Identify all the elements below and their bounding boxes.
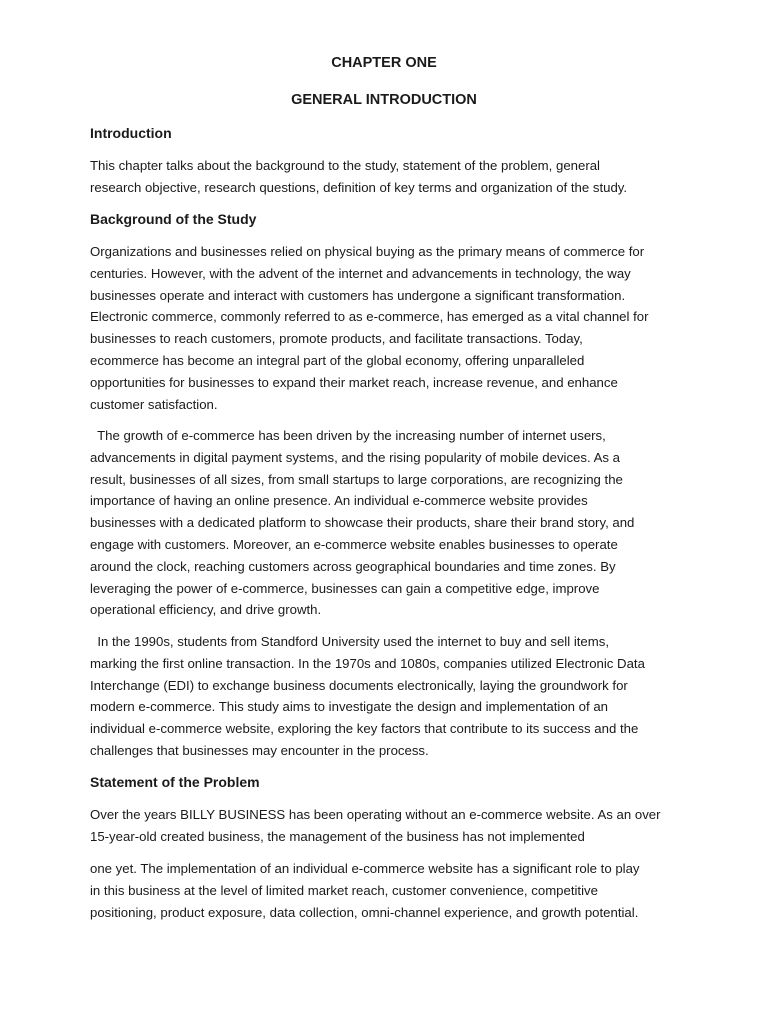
- problem-paragraph-2: [90, 858, 680, 923]
- problem-heading: Statement of the Problem: [90, 774, 260, 790]
- text-line: around the clock, reaching customers across geographical boundaries and time zones. By: [90, 558, 616, 574]
- text-line: Electronic commerce, commonly referred to as e-commerce, has emerged as a vital channel for: [90, 309, 649, 325]
- text-line: leveraging the power of e-commerce, businesses can gain a competitive edge, improve: [90, 580, 600, 596]
- text-line: Interchange (EDI) to exchange business documents electronically, laying the groundwork for: [90, 677, 628, 693]
- text-line: individual e-commerce website, exploring the key factors that contribute to its success and the: [90, 721, 639, 737]
- text-line: businesses with a dedicated platform to showcase their products, share their brand story, and: [90, 515, 635, 531]
- text-line: centuries. However, with the advent of the internet and advancements in technology, the way: [90, 265, 631, 281]
- background-paragraph-3: [90, 631, 680, 762]
- problem-paragraph-1: [90, 804, 680, 848]
- background-heading: Background of the Study: [90, 211, 257, 227]
- text-line: Over the years BILLY BUSINESS has been operating without an e-commerce website. As an over: [90, 807, 661, 822]
- introduction-heading: Introduction: [90, 125, 172, 141]
- text-line: businesses to reach customers, promote products, and facilitate transactions. Today,: [90, 331, 583, 347]
- text-line: 15-year-old created business, the management of the business has not implemented: [90, 828, 585, 844]
- introduction-paragraph: [90, 155, 680, 199]
- text-line: result, businesses of all sizes, from small startups to large corporations, are recognizing the: [90, 471, 623, 487]
- text-line: one yet. The implementation of an individual e-commerce website has a significant role to play: [90, 861, 640, 876]
- text-line: modern e-commerce. This study aims to investigate the design and implementation of an: [90, 699, 608, 715]
- text-line: marking the first online transaction. In the 1970s and 1080s, companies utilized Electronic Data: [90, 655, 645, 671]
- text-line: In the 1990s, students from Standford University used the internet to buy and sell items,: [90, 634, 609, 649]
- text-line: opportunities for businesses to expand their market reach, increase revenue, and enhance: [90, 374, 618, 390]
- chapter-subtitle: GENERAL INTRODUCTION: [291, 92, 477, 108]
- background-paragraph-2: [90, 425, 680, 621]
- text-line: importance of having an online presence. An individual e-commerce website provides: [90, 493, 588, 509]
- text-line: in this business at the level of limited market reach, customer convenience, competitive: [90, 882, 598, 898]
- text-line: operational efficiency, and drive growth.: [90, 602, 322, 618]
- text-line: Organizations and businesses relied on physical buying as the primary means of commerce for: [90, 244, 645, 259]
- text-line: engage with customers. Moreover, an e-commerce website enables businesses to operate: [90, 536, 618, 552]
- text-line: ecommerce has become an integral part of the global economy, offering unparalleled: [90, 352, 585, 368]
- text-line: advancements in digital payment systems, and the rising popularity of mobile devices. As a: [90, 449, 620, 465]
- text-line: The growth of e-commerce has been driven by the increasing number of internet users,: [90, 428, 606, 443]
- text-line: businesses operate and interact with customers has undergone a significant transformation.: [90, 287, 626, 303]
- text-line: This chapter talks about the background to the study, statement of the problem, general: [90, 158, 600, 173]
- text-line: research objective, research questions, definition of key terms and organization of the study.: [90, 179, 628, 195]
- text-line: positioning, product exposure, data collection, omni-channel experience, and growth potential.: [90, 904, 639, 920]
- background-paragraph-1: [90, 241, 680, 415]
- text-line: challenges that businesses may encounter in the process.: [90, 742, 429, 758]
- text-line: customer satisfaction.: [90, 396, 218, 412]
- chapter-title: CHAPTER ONE: [331, 55, 437, 71]
